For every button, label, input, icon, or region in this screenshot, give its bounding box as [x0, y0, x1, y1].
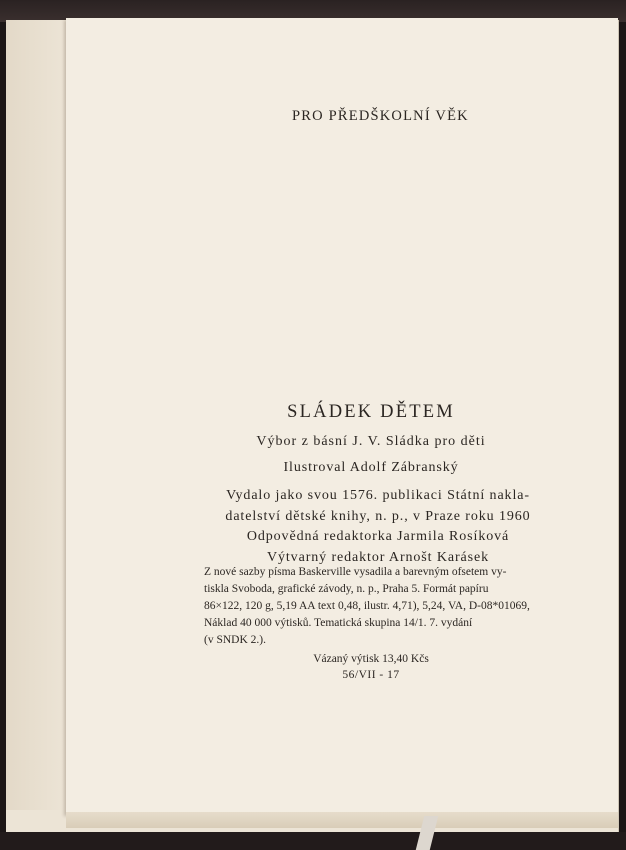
price-line: Vázaný výtisk 13,40 Kčs	[313, 653, 429, 665]
publication-line: Vydalo jako svou 1576. publikaci Státní nakla-	[226, 488, 530, 503]
printing-line: Náklad 40 000 výtisků. Tematická skupina 14/1. 7. vydání	[204, 617, 473, 629]
book-title: SLÁDEK DĚTEM	[287, 402, 455, 422]
illustrator-credit: Ilustroval Adolf Zábranský	[283, 460, 459, 475]
publication-line: datelství dětské knihy, n. p., v Praze roku 1960	[225, 508, 531, 524]
book-cover-bottom-edge	[0, 832, 626, 850]
printing-line: 86×122, 120 g, 5,19 AA text 0,48, ilustr. 4,71), 5,24, VA, D-08*01069,	[204, 600, 530, 612]
publication-line: Výtvarný redaktor Arnošt Karásek	[266, 549, 490, 565]
printing-line: (v SNDK 2.).	[204, 634, 266, 646]
book-subtitle: Výbor z básní J. V. Sládka pro děti	[256, 434, 486, 449]
age-label: PRO PŘEDŠKOLNÍ VĚK	[292, 108, 469, 124]
printing-line: Z nové sazby písma Baskerville vysadila a barevným ofsetem vy-	[204, 566, 507, 578]
page-bottom-edge	[66, 812, 618, 828]
publication-info	[198, 486, 558, 568]
printing-line: tiskla Svoboda, grafické závody, n. p., Praha 5. Formát papíru	[204, 583, 489, 595]
printing-info	[204, 564, 534, 649]
catalog-code: 56/VII - 17	[342, 669, 400, 681]
publication-line: Odpovědná redaktorka Jarmila Rosíková	[246, 529, 510, 544]
